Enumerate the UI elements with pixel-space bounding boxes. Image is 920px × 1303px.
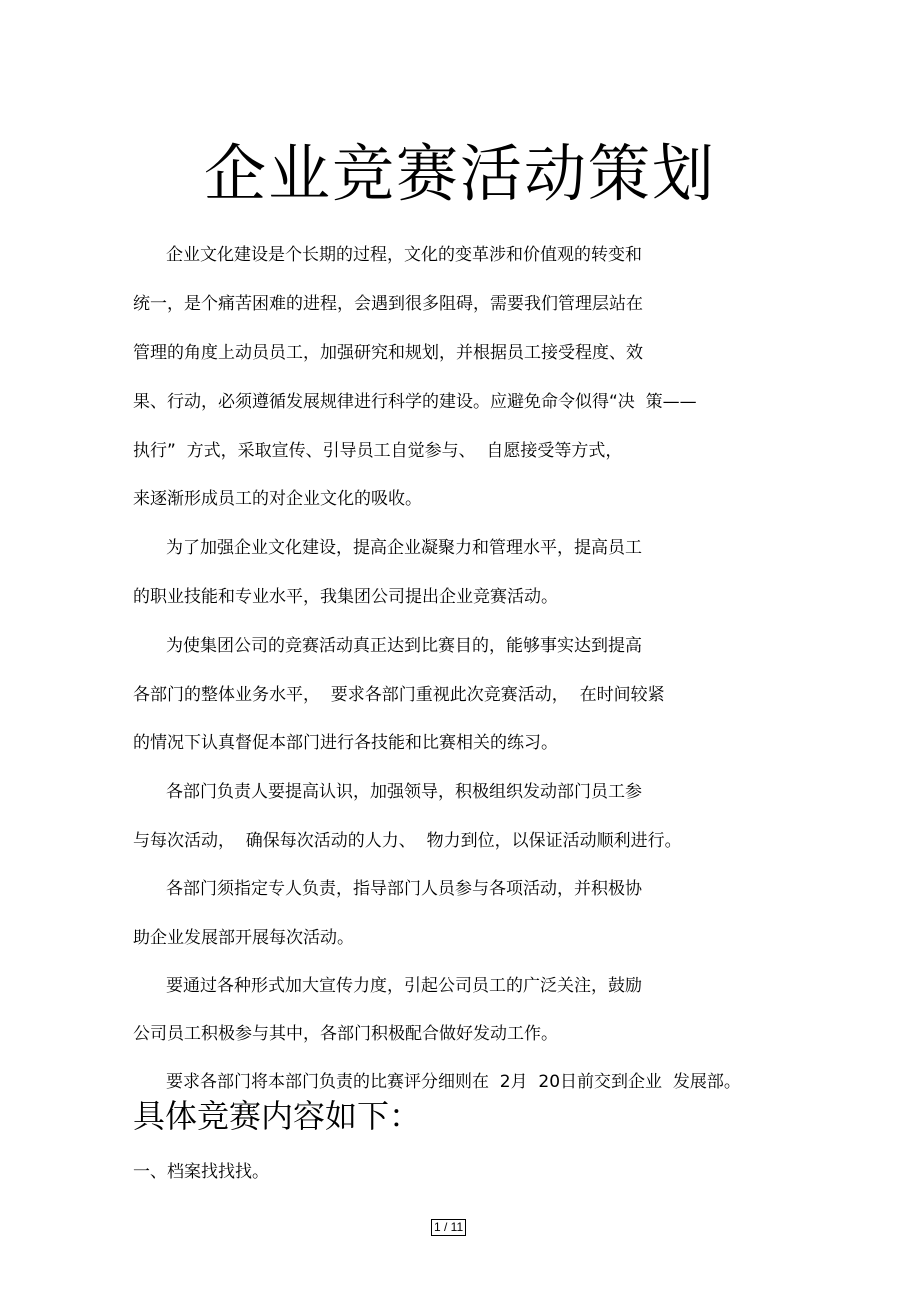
paragraph-4-line-1: 各部门负责人要提高认识，加强领导，积极组织发动部门员工参 <box>166 782 642 802</box>
paragraph-2-line-1: 为了加强企业文化建设，提高企业凝聚力和管理水平，提高员工 <box>166 538 642 558</box>
paragraph-1-line-5: 执行” 方式，采取宣传、引导员工自觉参与、 自愿接受等方式， <box>133 441 623 461</box>
paragraph-6-line-1: 要通过各种形式加大宣传力度，引起公司员工的广泛关注，鼓励 <box>166 976 642 996</box>
page-number: 1 / 11 <box>431 1219 466 1236</box>
paragraph-4-line-2: 与每次活动， 确保每次活动的人力、 物力到位，以保证活动顺利进行。 <box>133 831 682 851</box>
paragraph-1-line-6: 来逐渐形成员工的对企业文化的吸收。 <box>133 489 422 509</box>
paragraph-3-line-2: 各部门的整体业务水平， 要求各部门重视此次竞赛活动， 在时间较紧 <box>133 685 665 705</box>
paragraph-1-line-1: 企业文化建设是个长期的过程，文化的变革涉和价值观的转变和 <box>166 245 642 265</box>
paragraph-2-line-2: 的职业技能和专业水平，我集团公司提出企业竞赛活动。 <box>133 587 558 607</box>
paragraph-6-line-2: 公司员工积极参与其中，各部门积极配合做好发动工作。 <box>133 1024 558 1044</box>
list-item-1: 一、档案找找找。 <box>133 1162 269 1182</box>
paragraph-5-line-1: 各部门须指定专人负责，指导部门人员参与各项活动，并积极协 <box>166 879 642 899</box>
paragraph-7-line-1: 要求各部门将本部门负责的比赛评分细则在 2月 20日前交到企业 发展部。 <box>166 1072 741 1092</box>
section-heading: 具体竞赛内容如下： <box>133 1097 422 1135</box>
paragraph-3-line-3: 的情况下认真督促本部门进行各技能和比赛相关的练习。 <box>133 733 558 753</box>
paragraph-1-line-4: 果、行动，必须遵循发展规律进行科学的建设。应避免命令似得“决 策—— <box>133 392 697 412</box>
document-title: 企业竞赛活动策划 <box>203 137 716 210</box>
paragraph-5-line-2: 助企业发展部开展每次活动。 <box>133 928 354 948</box>
paragraph-1-line-3: 管理的角度上动员员工，加强研究和规划，并根据员工接受程度、效 <box>133 343 643 363</box>
paragraph-3-line-1: 为使集团公司的竞赛活动真正达到比赛目的，能够事实达到提高 <box>166 636 642 656</box>
paragraph-1-line-2: 统一，是个痛苦困难的进程，会遇到很多阻碍，需要我们管理层站在 <box>133 294 643 314</box>
